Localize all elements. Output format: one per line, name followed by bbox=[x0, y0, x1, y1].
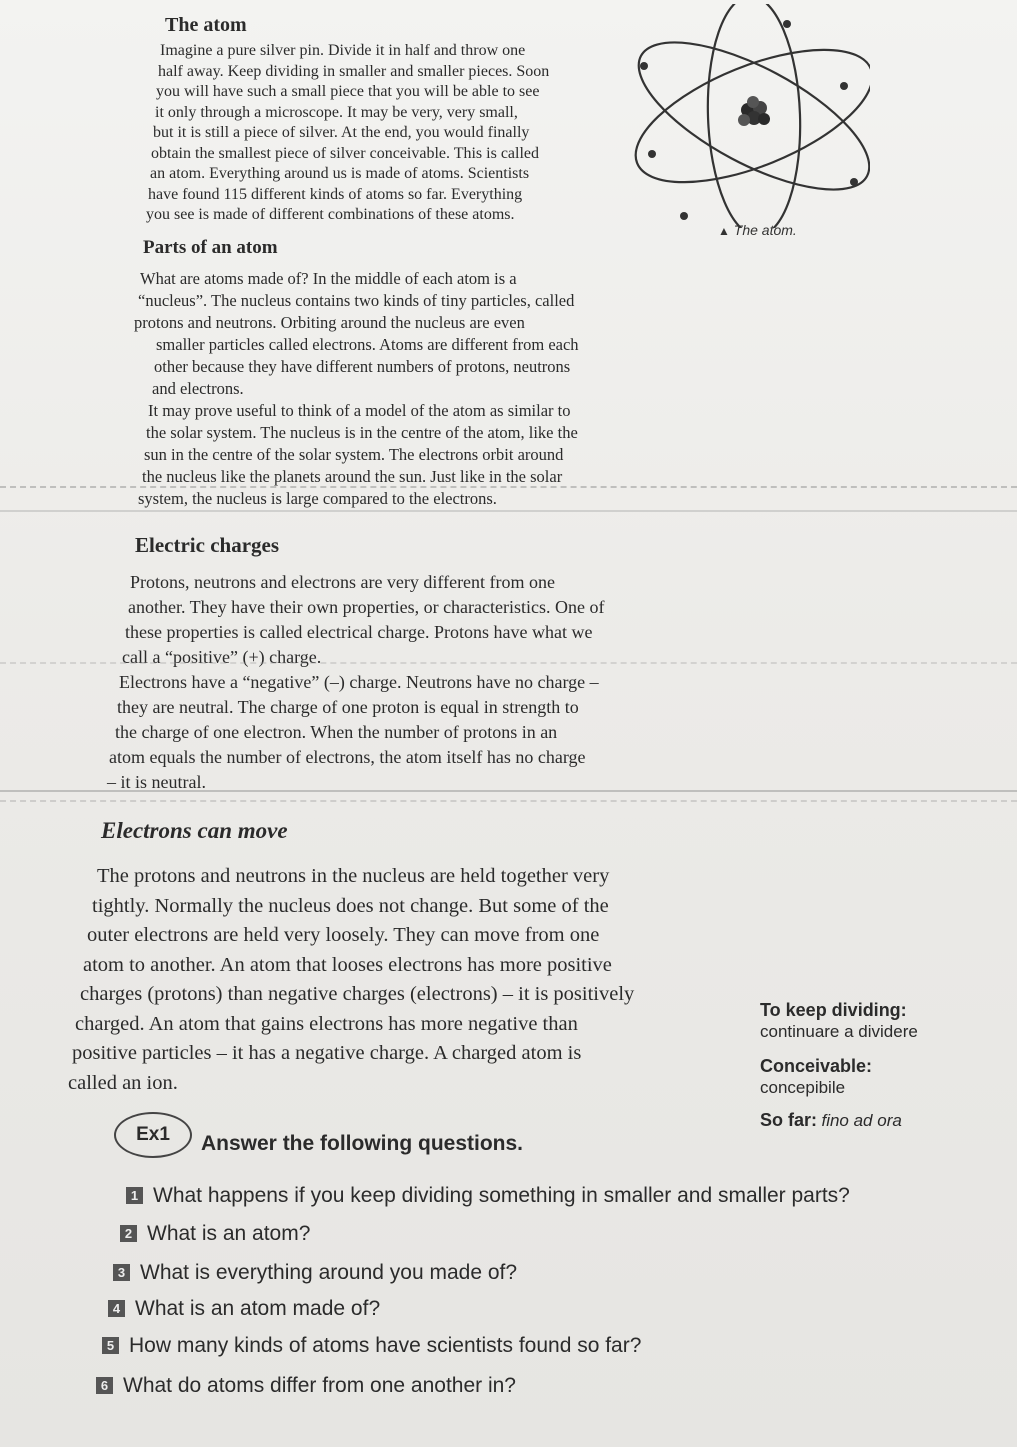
paragraph-parts bbox=[134, 268, 579, 510]
paragraph-atom bbox=[146, 41, 549, 226]
glossary-term: To keep dividing: bbox=[760, 1000, 907, 1020]
exercise-instruction: Answer the following questions. bbox=[201, 1132, 524, 1155]
text-line: have found 115 different kinds of atoms so far. Everything bbox=[148, 185, 523, 203]
exercise-label: Ex1 bbox=[114, 1112, 192, 1158]
text-line: charges (protons) than negative charges (electrons) – it is positively bbox=[80, 983, 635, 1005]
text-line: system, the nucleus is large compared to the electrons. bbox=[138, 489, 497, 508]
text-line: called an ion. bbox=[68, 1071, 178, 1094]
text-line: Imagine a pure silver pin. Divide it in half and throw one bbox=[160, 42, 526, 59]
question-number: 3 bbox=[113, 1264, 130, 1281]
text-line: an atom. Everything around us is made of atoms. Scientists bbox=[150, 165, 530, 182]
glossary-translation: concepibile bbox=[760, 1078, 846, 1097]
glossary-translation: fino ad ora bbox=[821, 1111, 902, 1130]
text-line: the solar system. The nucleus is in the centre of the atom, like the bbox=[146, 423, 578, 442]
text-line: positive particles – it has a negative charge. A charged atom is bbox=[72, 1042, 582, 1064]
electron bbox=[783, 20, 791, 28]
text-line: The protons and neutrons in the nucleus are held together very bbox=[97, 865, 610, 887]
section-title-parts: Parts of an atom bbox=[143, 237, 278, 258]
scan-artifact bbox=[0, 486, 1017, 488]
text-line: you will have such a small piece that you will be able to see bbox=[156, 83, 540, 100]
figure-caption bbox=[718, 222, 797, 238]
question-text: What is everything around you made of? bbox=[140, 1261, 518, 1284]
text-line: call a “positive” (+) charge. bbox=[122, 647, 322, 667]
text-line: tightly. Normally the nucleus does not change. But some of the bbox=[92, 894, 609, 917]
question-text: What happens if you keep dividing something in smaller and smaller parts? bbox=[153, 1184, 850, 1207]
text-line: Electrons have a “negative” (–) charge. Neutrons have no charge – bbox=[119, 672, 599, 692]
text-line: obtain the smallest piece of silver conceivable. This is called bbox=[151, 144, 540, 162]
question-item bbox=[96, 1374, 516, 1398]
triangle-icon: ▲ bbox=[718, 224, 730, 238]
paragraph-move bbox=[66, 862, 634, 1098]
text-line: smaller particles called electrons. Atoms are different from each bbox=[156, 335, 579, 354]
question-item bbox=[102, 1334, 641, 1358]
glossary-term: Conceivable: bbox=[760, 1056, 873, 1076]
electron bbox=[850, 178, 858, 186]
glossary bbox=[760, 1000, 918, 1131]
scan-artifact bbox=[0, 790, 1017, 792]
question-text: How many kinds of atoms have scientists found so far? bbox=[129, 1334, 642, 1357]
atom-diagram bbox=[622, 4, 870, 228]
text-line: It may prove useful to think of a model of the atom as similar to bbox=[148, 401, 571, 420]
glossary-translation: continuare a dividere bbox=[760, 1022, 918, 1041]
question-item bbox=[113, 1261, 517, 1285]
glossary-entry bbox=[760, 1110, 918, 1131]
electron bbox=[640, 62, 648, 70]
glossary-term: So far: bbox=[760, 1110, 818, 1130]
text-line: charged. An atom that gains electrons has more negative than bbox=[75, 1012, 578, 1035]
question-text: What is an atom? bbox=[147, 1222, 311, 1245]
text-line: and electrons. bbox=[152, 379, 244, 398]
question-number: 1 bbox=[126, 1187, 143, 1204]
text-line: but it is still a piece of silver. At the end, you would finally bbox=[153, 124, 530, 141]
section-title-atom: The atom bbox=[165, 14, 247, 36]
text-line: Protons, neutrons and electrons are very different from one bbox=[130, 572, 556, 592]
text-line: atom to another. An atom that looses electrons has more positive bbox=[83, 953, 612, 976]
text-line: another. They have their own properties, or characteristics. One of bbox=[128, 597, 605, 617]
text-line: the charge of one electron. When the number of protons in an bbox=[115, 722, 558, 742]
question-number: 6 bbox=[96, 1377, 113, 1394]
text-line: – it is neutral. bbox=[107, 772, 206, 792]
text-line: the nucleus like the planets around the sun. Just like in the solar bbox=[142, 467, 563, 486]
question-item bbox=[120, 1222, 310, 1246]
caption-text: The atom. bbox=[733, 222, 797, 238]
text-line: protons and neutrons. Orbiting around the nucleus are even bbox=[134, 313, 525, 332]
text-line: What are atoms made of? In the middle of each atom is a bbox=[140, 269, 517, 288]
question-item bbox=[126, 1184, 850, 1208]
electron bbox=[840, 82, 848, 90]
section-title-move: Electrons can move bbox=[101, 818, 288, 843]
question-number: 4 bbox=[108, 1300, 125, 1317]
electron bbox=[648, 150, 656, 158]
text-line: it only through a microscope. It may be very, very small, bbox=[155, 103, 518, 121]
text-line: they are neutral. The charge of one proton is equal in strength to bbox=[117, 697, 579, 717]
question-text: What do atoms differ from one another in? bbox=[123, 1374, 516, 1397]
question-item bbox=[108, 1297, 380, 1321]
paragraph-charges bbox=[107, 570, 605, 795]
scan-artifact bbox=[0, 662, 1017, 664]
text-line: atom equals the number of electrons, the atom itself has no charge bbox=[109, 747, 586, 767]
text-line: these properties is called electrical charge. Protons have what we bbox=[125, 622, 593, 642]
question-text: What is an atom made of? bbox=[135, 1297, 381, 1320]
text-line: “nucleus”. The nucleus contains two kinds of tiny particles, called bbox=[138, 291, 575, 310]
section-title-charges: Electric charges bbox=[135, 533, 280, 557]
text-line: half away. Keep dividing in smaller and smaller pieces. Soon bbox=[158, 62, 550, 80]
question-number: 5 bbox=[102, 1337, 119, 1354]
nucleus-icon bbox=[738, 96, 770, 126]
text-line: other because they have different numbers of protons, neutrons bbox=[154, 357, 571, 376]
scan-artifact bbox=[0, 510, 1017, 512]
electron bbox=[680, 212, 688, 220]
question-number: 2 bbox=[120, 1225, 137, 1242]
text-line: you see is made of different combinations of these atoms. bbox=[146, 206, 515, 223]
scan-artifact bbox=[0, 800, 1017, 802]
text-line: outer electrons are held very loosely. They can move from one bbox=[87, 924, 600, 946]
text-line: sun in the centre of the solar system. The electrons orbit around bbox=[144, 445, 564, 464]
